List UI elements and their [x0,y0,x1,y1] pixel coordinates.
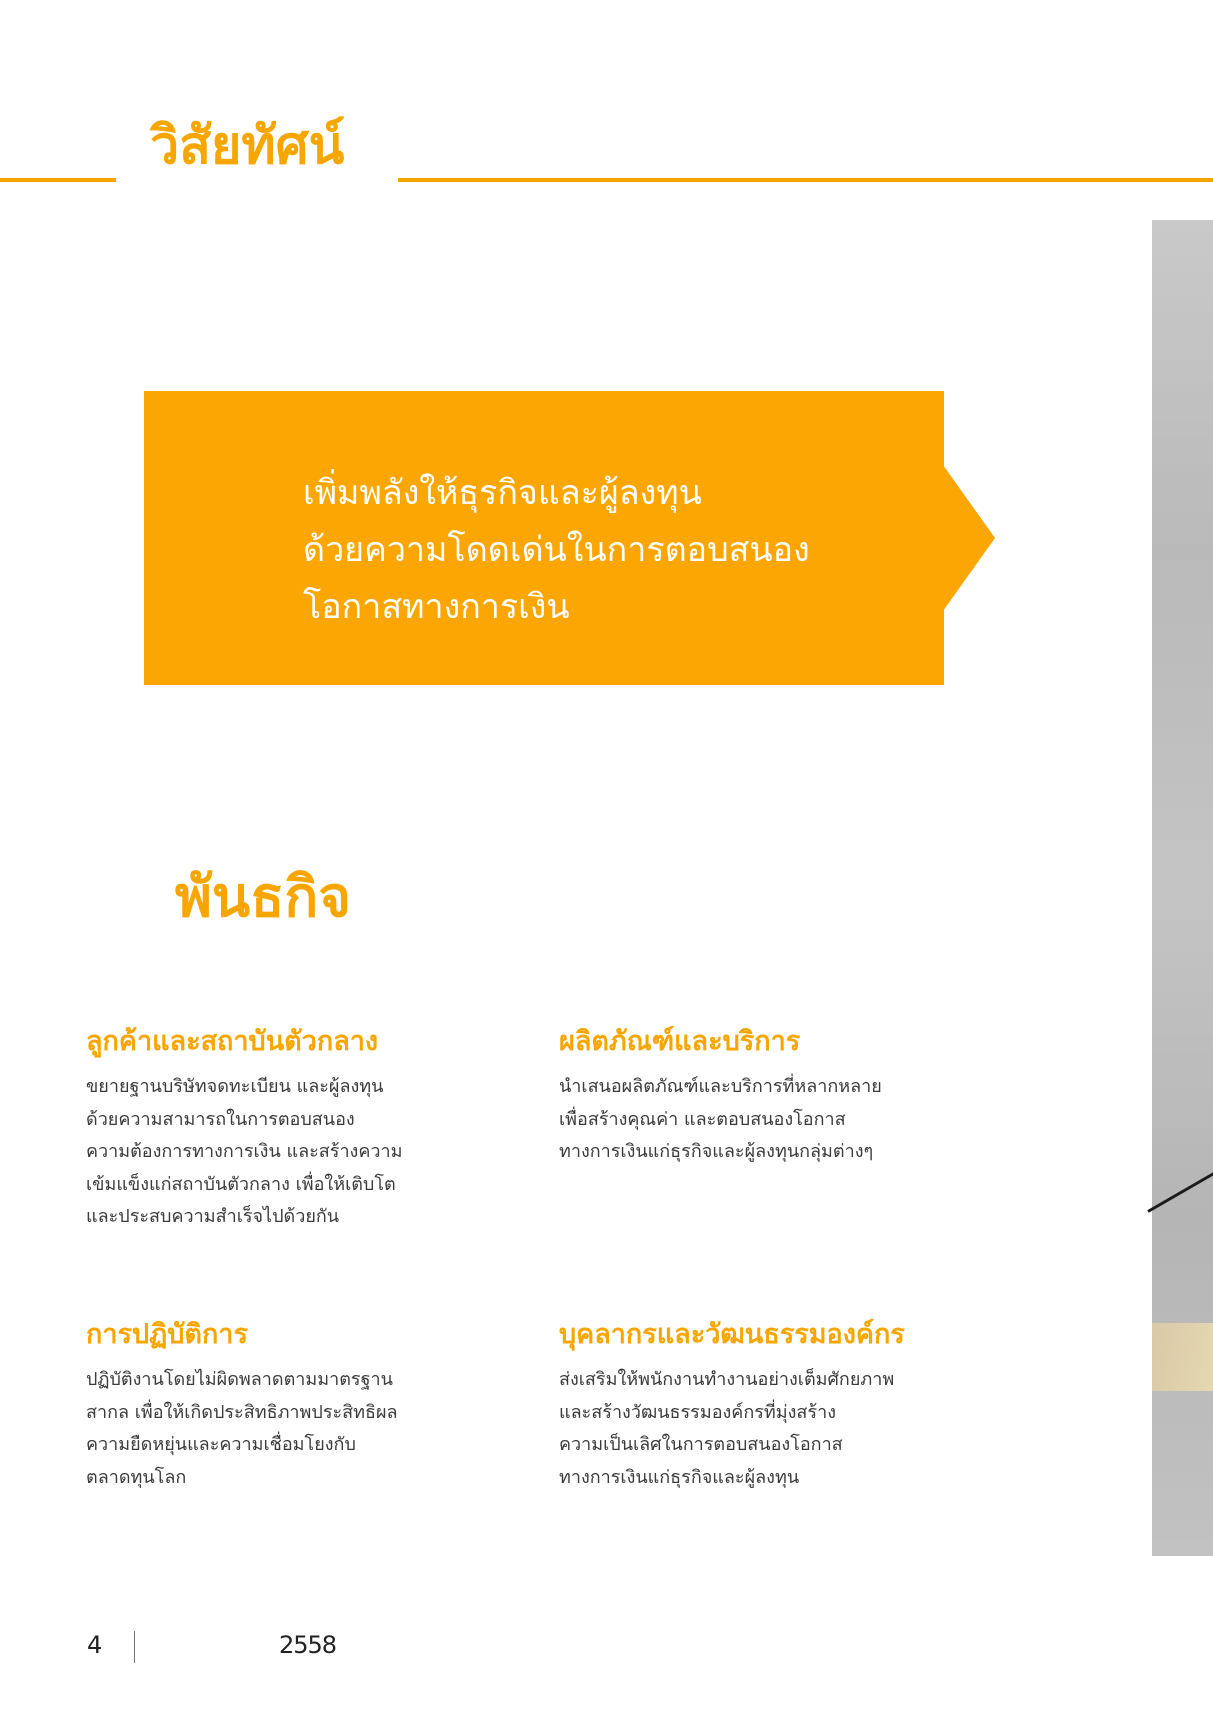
body-line: ส่งเสริมให้พนักงานทำงานอย่างเต็มศักยภาพ [559,1369,895,1390]
mission-item-body [86,1364,446,1494]
body-line: เข้มแข็งแก่สถาบันตัวกลาง เพื่อให้เติบโต [86,1173,396,1195]
vision-line: เพิ่มพลังให้ธุรกิจและผู้ลงทุน [303,473,702,513]
body-line: และสร้างวัฒนธรรมองค์กรที่มุ่งสร้าง [559,1401,836,1423]
mission-item-body [559,1364,919,1494]
body-line: ความเป็นเลิศในการตอบสนองโอกาส [559,1434,843,1455]
mission-item-body [559,1071,919,1169]
mission-item-customers [86,1025,446,1234]
mission-item-products [559,1025,919,1169]
mission-item-heading: บุคลากรและวัฒนธรรมองค์กร [559,1319,905,1350]
page-number: 4 [87,1631,103,1659]
vision-rule-left [0,178,116,182]
body-line: ความต้องการทางการเงิน และสร้างความ [86,1141,403,1162]
body-line: ทางการเงินแก่ธุรกิจและผู้ลงทุน [559,1466,800,1488]
body-line: ขยายฐานบริษัทจดทะเบียน และผู้ลงทุน [86,1076,384,1097]
vision-rule-right [398,178,1213,182]
vision-banner-arrow [943,465,995,611]
body-line: ด้วยความสามารถในการตอบสนอง [86,1108,355,1130]
mission-title: พันธกิจ [175,865,352,930]
mission-item-heading: การปฏิบัติการ [86,1319,248,1350]
body-line: ทางการเงินแก่ธุรกิจและผู้ลงทุนกลุ่มต่างๆ [559,1141,874,1162]
vision-line: โอกาสทางการเงิน [303,587,570,627]
mission-item-heading: ผลิตภัณฑ์และบริการ [559,1026,801,1057]
body-line: ปฏิบัติงานโดยไม่ผิดพลาดตามมาตรฐาน [86,1369,393,1390]
vision-line: ด้วยความโดดเด่นในการตอบสนอง [303,530,810,570]
footer-divider [134,1631,135,1663]
mission-item-operations [86,1318,446,1494]
body-line: ตลาดทุนโลก [86,1466,187,1488]
body-line: เพื่อสร้างคุณค่า และตอบสนองโอกาส [559,1108,846,1130]
vision-title: วิสัยทัศน์ [150,116,345,176]
mission-item-body [86,1071,446,1234]
vision-statement [303,465,903,636]
body-line: สากล เพื่อให้เกิดประสิทธิภาพประสิทธิผล [86,1401,398,1423]
body-line: และประสบความสำเร็จไปด้วยกัน [86,1206,340,1227]
mission-item-people [559,1318,919,1494]
footer-year: 2558 [279,1631,337,1659]
body-line: นำเสนอผลิตภัณฑ์และบริการที่หลากหลาย [559,1076,882,1097]
body-line: ความยืดหยุ่นและความเชื่อมโยงกับ [86,1434,356,1455]
mission-item-heading: ลูกค้าและสถาบันตัวกลาง [86,1026,379,1057]
side-photo-band [1152,1323,1213,1391]
